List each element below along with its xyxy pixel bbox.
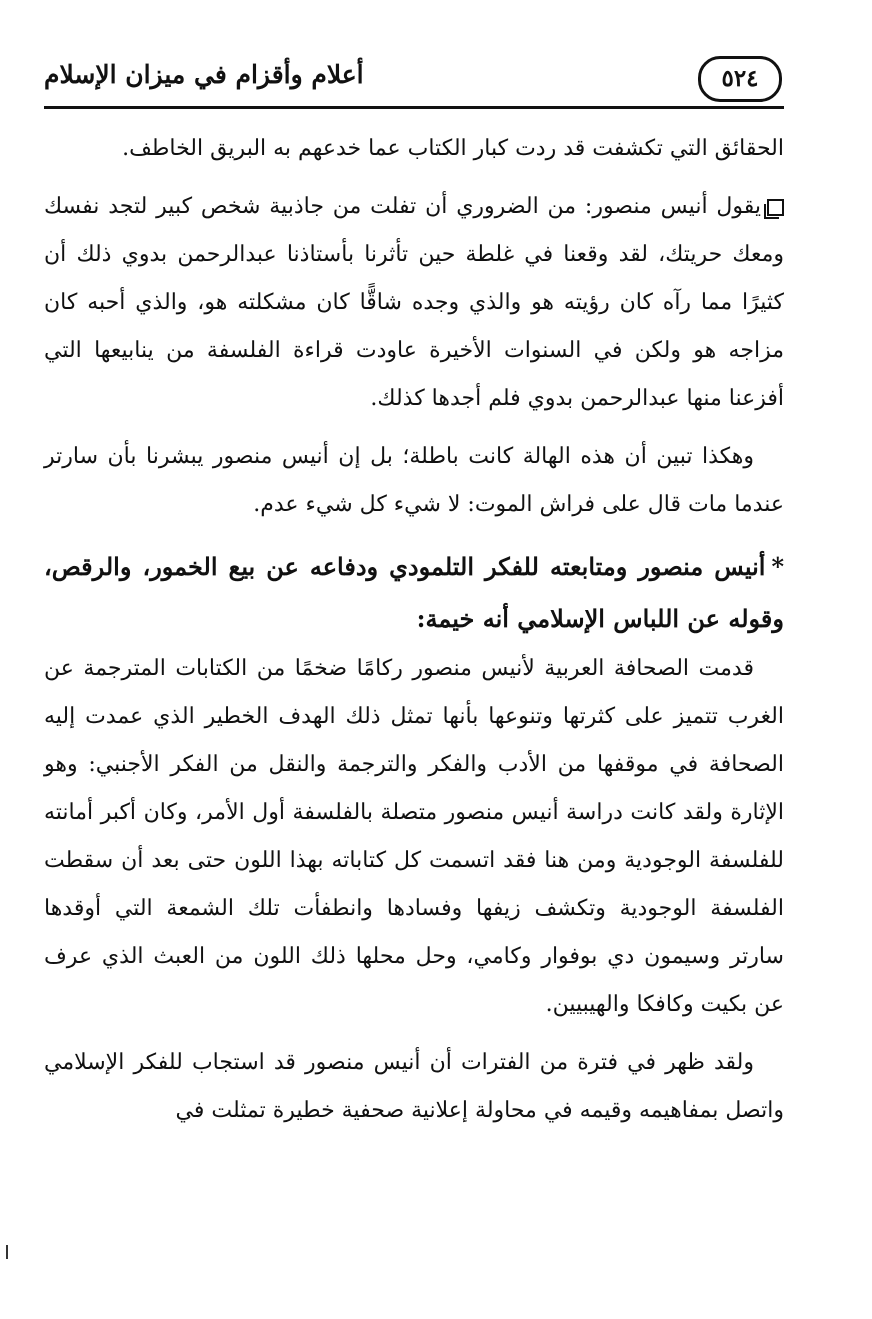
page-number: ٥٢٤ [698, 56, 782, 102]
book-page [44, 52, 784, 1135]
quoted-paragraph [44, 183, 784, 423]
running-title: أعلام وأقزام في ميزان الإسلام [44, 60, 364, 89]
quoted-paragraph-text: يقول أنيس منصور: من الضروري أن تفلت من جاذبية شخص كبير لتجد نفسك ومعك حريتك، لقد وقعنا في غلطة حين تأثرنا بأستاذنا عبدالرحمن بدوي ذلك أن كثيرًا مما رآه كان رؤيته هو والذي وجده شاقًّا كان مشكلته هو، والذي أحبه كان مزاجه هو ولكن في السنوات الأخيرة عاودت قراءة الفلسفة من ينابيعها التي أفزعنا منها عبدالرحمن بدوي فلم أجدها كذلك. [44, 194, 785, 411]
asterisk-icon: * [771, 552, 784, 581]
section-heading [44, 541, 784, 645]
paragraph: وهكذا تبين أن هذه الهالة كانت باطلة؛ بل إن أنيس منصور يبشرنا بأن سارتر عندما مات قال على فراش الموت: لا شيء كل شيء عدم. [44, 444, 784, 517]
margin-mark [6, 1245, 8, 1259]
paragraph-continuation: الحقائق التي تكشفت قد ردت كبار الكتاب عما خدعهم به البريق الخاطف. [122, 136, 784, 161]
section-heading-text: أنيس منصور ومتابعته للفكر التلمودي ودفاعه عن بيع الخمور، والرقص، وقوله عن اللباس الإسلامي أنه خيمة: [44, 552, 784, 633]
paragraph: قدمت الصحافة العربية لأنيس منصور ركامًا ضخمًا من الكتابات المترجمة عن الغرب تتميز على كثرتها وتنوعها بأنها تمثل ذلك الهدف الخطير الذي عمدت إليه الصحافة في موقفها من الأدب والفكر والترجمة والنقل من الفكر الأجنبي: وهو الإثارة ولقد كانت دراسة أنيس منصور متصلة بالفلسفة أول الأمر، وكان أكبر أمانته للفلسفة الوجودية ومن هنا فقد اتسمت كل كتاباته بهذا اللون حتى بعد أن سقطت الفلسفة الوجودية وتكشف زيفها وفسادها وانطفأت تلك الشمعة التي أوقدها سارتر وسيمون دي بوفوار وكامي، وحل محلها ذلك اللون من العبث الذي عرف عن بكيت وكافكا والهيبيين. [44, 656, 784, 1017]
quote-box-icon [767, 199, 784, 216]
paragraph-final: ولقد ظهر في فترة من الفترات أن أنيس منصور قد استجاب للفكر الإسلامي واتصل بمفاهيمه وقيمه في محاولة إعلانية صحفية خطيرة تمثلت في [44, 1050, 784, 1123]
page-header [44, 52, 784, 109]
page-body [44, 125, 784, 1135]
